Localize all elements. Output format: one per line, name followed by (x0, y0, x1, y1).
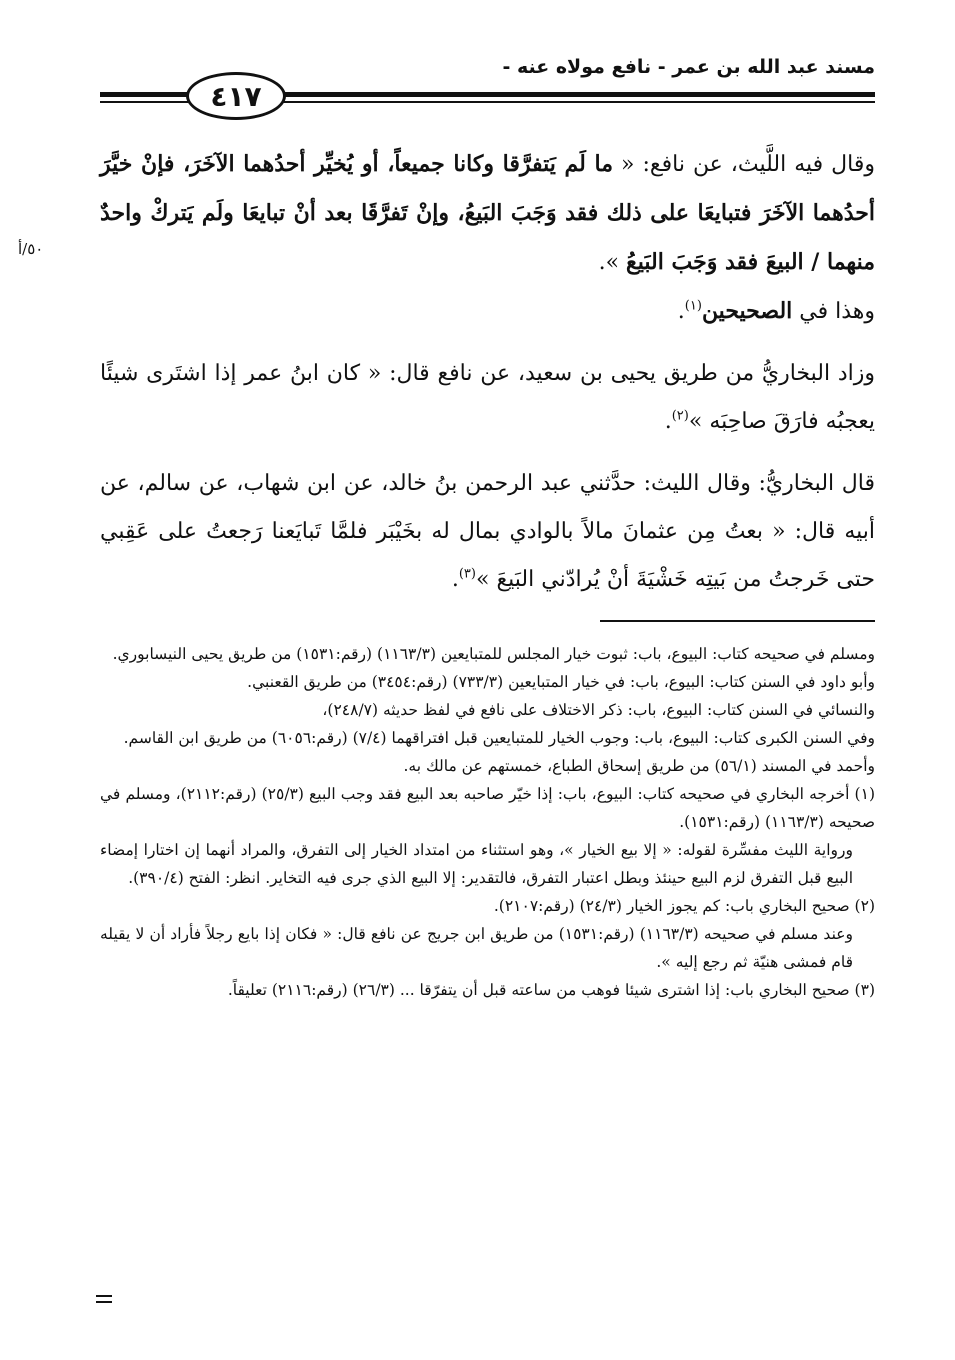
footnote-3: (٣) صحيح البخاري باب: إذا اشترى شيئا فوهب من ساعته قبل أن يتفرّقا ... (٢٦/٣) (رقم:٢١١٦) تعليقاً. (227, 981, 875, 999)
footnote-line: وأحمد في المسند (٥٦/١) من طريق إسحاق الطباع، خمستهم عن مالك به. (403, 757, 875, 775)
running-title: مسند عبد الله بن عمر - نافع مولاه عنه - (502, 56, 875, 78)
footnotes (100, 640, 875, 1004)
p4-end: . (451, 567, 459, 592)
p1-end: ». (598, 250, 620, 275)
end-mark (96, 1295, 112, 1303)
page-number: ٤١٧ (186, 72, 286, 120)
footnote-line: ورواية الليث مفسِّرة لقوله: « إلا بيع الخيار »، وهو استثناء من امتداد الخيار إلى التفرق، والمراد أنهما إن اختارا إمضاء البيع قبل التفرق لزم البيع حينئذ وبطل اعتبار التفرق، فالتقدير: إلا البيع الذي جرى فيه التخاير. انظر: الفتح (٣٩٠/٤). (100, 841, 853, 887)
p1-hadith: ما لَم يَتفرَّقا وكانا جميعاً، أو يُخيِّر أحدُهما الآخَرَ، فإنْ خيَّرَ أحدُهما الآخَرَ فتبايعَا على ذلك فقد وَجَبَ البَيعُ، وإنْ تَفرَّقَا بعد أنْ تبايعَا ولَم يَتركْ واحدٌ منهما / البيعَ فقد وَجَبَ البَيعُ (100, 151, 875, 275)
footnote-line: والنسائي في السنن كتاب: البيوع، باب: ذكر الاختلاف على نافع في لفظ حديثه (٢٤٨/٧)، (322, 701, 875, 719)
p4-text: قال البخاريُّ: وقال الليث: حدَّثني عبد الرحمن بنُ خالد، عن ابن شهاب، عن سالم، عن أبيه قال: « بعتُ مِن عثمانَ مالاً بالوادي بمال له بخَيْبَر فلمَّا تَبايَعنا رَجعتُ على عَقِبي حتى خَرجتُ من بَيتِه خَشْيَةَ أنْ يُرادّني البَيعَ » (100, 471, 875, 592)
main-text (100, 140, 875, 618)
p2-text: وهذا في (799, 299, 875, 324)
paragraph-1 (100, 140, 875, 336)
margin-folio-note: ٥٠/أ (18, 240, 44, 258)
footnote-ref-2[interactable]: (٢) (671, 408, 689, 424)
footnote-line: وعند مسلم في صحيحه (١١٦٣/٣) (رقم:١٥٣١) من طريق ابن جريج عن نافع قال: « فكان إذا بايع رجلاً فأراد أن لا يقيله قام فمشى هنيّة ثم رجع إليه ». (100, 925, 853, 971)
p2-bold: الصحيحين (701, 298, 793, 324)
footnote-line: وأبو داود في السنن كتاب: البيوع، باب: في خيار المتبايعين (٧٣٣/٣) (رقم:٣٤٥٤) من طريق القعنبي. (247, 673, 875, 691)
footnote-separator (600, 620, 875, 622)
page-header (100, 52, 875, 122)
p1-intro: وقال فيه اللَّيث، عن نافع: « (621, 152, 876, 177)
paragraph-3 (100, 350, 875, 446)
footnote-1: (١) أخرجه البخاري في صحيحه كتاب: البيوع، باب: إذا خيّر صاحبه بعد البيع فقد وجب البيع (٢٥/٣) (رقم:٢١١٢)، ومسلم في صحيحه (١١٦٣/٣) (رقم:١٥٣١). (100, 785, 875, 831)
p3-text: وزاد البخاريُّ من طريق يحيى بن سعيد، عن نافع قال: « كان ابنُ عمر إذا اشتَرى شيئًا يعجبُه فارَقَ صاحِبَه » (100, 361, 875, 434)
footnote-line: ومسلم في صحيحه كتاب: البيوع، باب: ثبوت خيار المجلس للمتبايعين (١١٦٣/٣) (رقم:١٥٣١) من طريق يحيى النيسابوري. (112, 645, 875, 663)
p3-end: . (664, 409, 672, 434)
footnote-ref-1[interactable]: (١) (684, 298, 702, 314)
paragraph-4 (100, 460, 875, 604)
footnote-line: وفي السنن الكبرى كتاب: البيوع، باب: وجوب الخيار للمتبايعين قبل افتراقهما (٧/٤) (رقم:٦٠٥٦) من طريق ابن القاسم. (123, 729, 875, 747)
footnote-ref-3[interactable]: (٣) (458, 566, 476, 582)
p2-end: . (677, 299, 685, 324)
footnote-2: (٢) صحيح البخاري باب: كم يجوز الخيار (٢٤/٣) (رقم:٢١٠٧). (493, 897, 875, 915)
